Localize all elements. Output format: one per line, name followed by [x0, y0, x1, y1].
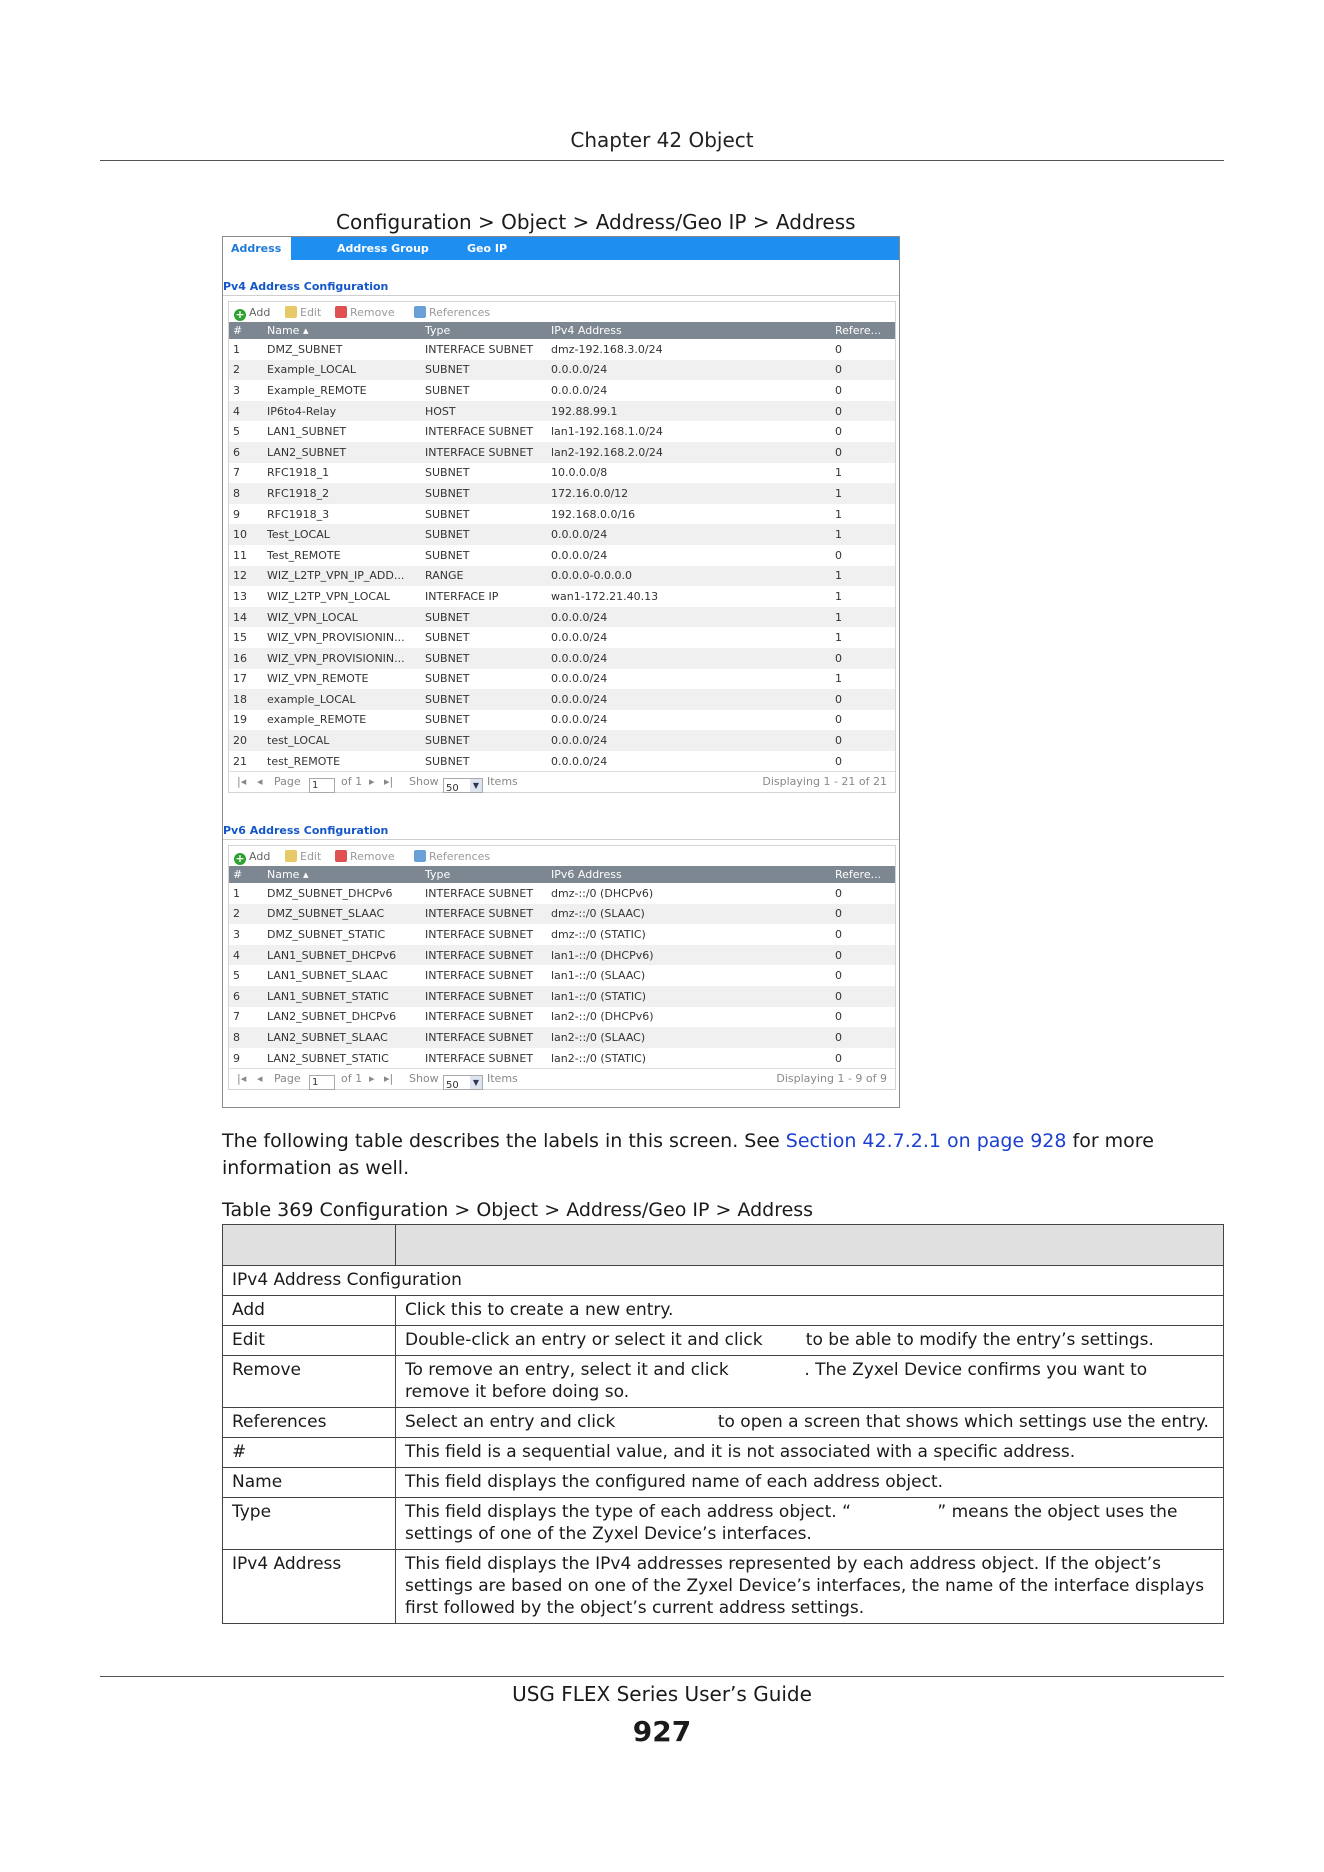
- table-row[interactable]: [229, 627, 895, 648]
- ipv6-displaying: Displaying 1 - 9 of 9: [776, 1072, 887, 1086]
- table-cell: 19: [233, 713, 247, 727]
- table-cell: DMZ_SUBNET_DHCPv6: [267, 886, 393, 900]
- table-cell: 8: [229, 1027, 263, 1048]
- table-cell: RFC1918_3: [267, 507, 330, 521]
- table-cell: 11: [233, 548, 247, 562]
- remove-label: Remove: [350, 850, 395, 863]
- table-cell: INTERFACE SUBNET: [425, 886, 534, 900]
- column-header[interactable]: #: [229, 322, 263, 339]
- next-page-icon[interactable]: ▸: [369, 1072, 375, 1086]
- table-cell: 1: [835, 672, 842, 686]
- desc-row: [223, 1356, 1224, 1408]
- para-text-after: for more information as well.: [222, 1130, 1154, 1179]
- table-cell: LAN2_SUBNET_DHCPv6: [267, 1010, 397, 1024]
- table-cell: INTERFACE SUBNET: [421, 442, 547, 463]
- table-cell: 10.0.0.0/8: [551, 466, 608, 480]
- table-cell: INTERFACE SUBNET: [425, 969, 534, 983]
- desc-row: [223, 1408, 1224, 1438]
- table-cell: example_REMOTE: [267, 713, 367, 727]
- table-row[interactable]: [229, 1048, 895, 1069]
- ipv4-edit-button[interactable]: [285, 306, 321, 319]
- table-cell: 1: [835, 631, 842, 645]
- table-cell: 0: [831, 730, 895, 751]
- table-cell: lan1-::/0 (STATIC): [547, 986, 831, 1007]
- table-cell: 0: [831, 442, 895, 463]
- table-cell: INTERFACE SUBNET: [425, 1010, 534, 1024]
- desc-row: [223, 1326, 1224, 1356]
- desc-header-text-cell: [396, 1225, 1224, 1266]
- page-label: Page: [274, 1072, 301, 1086]
- ipv4-panel: [228, 301, 896, 793]
- desc-text-cell: This field is a sequential value, and it is not associated with a specific address.: [396, 1438, 1224, 1468]
- table-cell: 1: [233, 342, 240, 356]
- table-cell: 0.0.0.0/24: [547, 360, 831, 381]
- table-row[interactable]: [229, 483, 895, 504]
- table-cell: 7: [233, 1010, 240, 1024]
- table-cell: 7: [233, 466, 240, 480]
- edit-icon: [285, 850, 297, 862]
- table-cell: SUBNET: [421, 730, 547, 751]
- table-row[interactable]: [229, 380, 895, 401]
- table-row[interactable]: [229, 945, 895, 966]
- tab-address[interactable]: Address: [223, 237, 291, 261]
- table-cell: DMZ_SUBNET_STATIC: [267, 927, 386, 941]
- page-count: of 1: [341, 1072, 363, 1086]
- table-cell: 18: [229, 689, 263, 710]
- table-cell: 9: [233, 507, 240, 521]
- desc-text-cell: To remove an entry, select it and click . The Zyxel Device confirms you want to remove it before doing so.: [396, 1356, 1224, 1408]
- table-row[interactable]: [229, 648, 895, 669]
- table-row[interactable]: [229, 339, 895, 360]
- table-row[interactable]: [229, 883, 895, 904]
- table-row[interactable]: [229, 607, 895, 628]
- table-row[interactable]: [229, 1027, 895, 1048]
- table-row[interactable]: [229, 504, 895, 525]
- table-cell: 0: [831, 401, 895, 422]
- table-cell: SUBNET: [425, 383, 470, 397]
- table-cell: 0.0.0.0/24: [551, 672, 608, 686]
- table-row[interactable]: [229, 442, 895, 463]
- table-cell: SUBNET: [421, 483, 547, 504]
- table-cell: 0.0.0.0/24: [547, 730, 831, 751]
- table-cell: DMZ_SUBNET: [267, 342, 343, 356]
- table-cell: 1: [835, 507, 842, 521]
- desc-label-cell: Add: [223, 1296, 396, 1326]
- ipv6-pager: [229, 1068, 895, 1092]
- table-cell: dmz-::/0 (SLAAC): [547, 904, 831, 925]
- table-row[interactable]: [229, 463, 895, 484]
- trash-icon: [335, 306, 347, 318]
- ipv4-pager: [229, 771, 895, 795]
- table-cell: LAN1_SUBNET_DHCPv6: [263, 945, 421, 966]
- ipv6-add-button[interactable]: [234, 850, 270, 865]
- desc-row: [223, 1550, 1224, 1624]
- table-cell: Example_REMOTE: [267, 383, 367, 397]
- desc-label-cell: Edit: [223, 1326, 396, 1356]
- table-cell: INTERFACE IP: [425, 589, 499, 603]
- table-cell: 0: [831, 986, 895, 1007]
- references-label: References: [429, 850, 491, 863]
- table-cell: example_LOCAL: [263, 689, 421, 710]
- table-cell: SUBNET: [421, 524, 547, 545]
- table-cell: INTERFACE SUBNET: [425, 425, 534, 439]
- edit-label: Edit: [300, 306, 322, 319]
- add-icon: +: [235, 308, 245, 321]
- column-header[interactable]: Type: [421, 866, 547, 883]
- table-cell: lan2-::/0 (SLAAC): [547, 1027, 831, 1048]
- ipv6-table: [229, 866, 895, 1068]
- table-cell: INTERFACE SUBNET: [425, 927, 534, 941]
- table-cell: 0: [831, 360, 895, 381]
- chapter-title: Chapter 42 Object: [570, 128, 754, 152]
- desc-text-cell: This field displays the type of each address object. “ ” means the object uses the settings of one of the Zyxel Device’s interfaces.: [396, 1498, 1224, 1550]
- table-cell: lan2-::/0 (STATIC): [551, 1051, 647, 1065]
- table-cell: 1: [831, 483, 895, 504]
- table-cell: 20: [229, 730, 263, 751]
- desc-row: [223, 1498, 1224, 1550]
- column-header[interactable]: Name ▴: [263, 322, 421, 339]
- table-row[interactable]: [229, 360, 895, 381]
- show-label: Show: [409, 775, 439, 789]
- table-cell: test_REMOTE: [267, 754, 341, 768]
- references-label: References: [429, 306, 491, 319]
- table-cell: LAN2_SUBNET_SLAAC: [263, 1027, 421, 1048]
- table-cell: wan1-172.21.40.13: [551, 589, 659, 603]
- figure-caption: Configuration > Object > Address/Geo IP > Address: [336, 210, 856, 234]
- table-cell: LAN1_SUBNET_STATIC: [263, 986, 421, 1007]
- add-label: Add: [249, 306, 271, 319]
- table-cell: 0.0.0.0/24: [547, 524, 831, 545]
- table-cell: INTERFACE SUBNET: [421, 1027, 547, 1048]
- table-row[interactable]: [229, 421, 895, 442]
- last-page-icon[interactable]: ▸|: [384, 1072, 394, 1086]
- table-cell: SUBNET: [425, 466, 470, 480]
- table-cell: Test_REMOTE: [267, 548, 341, 562]
- desc-label-cell: IPv4 Address: [223, 1550, 396, 1624]
- table-cell: RFC1918_2: [263, 483, 421, 504]
- ipv6-references-button[interactable]: [414, 850, 490, 863]
- table-cell: 0: [831, 904, 895, 925]
- table-cell: Test_LOCAL: [263, 524, 421, 545]
- items-label: Items: [487, 775, 518, 789]
- items-per-page-value: 50: [446, 783, 459, 795]
- ipv6-toolbar: [229, 846, 895, 866]
- table-cell: 0: [831, 689, 895, 710]
- edit-icon: [285, 306, 297, 318]
- table-cell: 0.0.0.0/24: [547, 607, 831, 628]
- ipv6-panel: [228, 845, 896, 1090]
- table-cell: SUBNET: [425, 548, 470, 562]
- table-cell: 0: [835, 383, 842, 397]
- ipv4-toolbar: [229, 302, 895, 322]
- table-cell: 0: [835, 754, 842, 768]
- table-cell: SUBNET: [421, 607, 547, 628]
- table-cell: 0: [831, 648, 895, 669]
- table-row[interactable]: [229, 669, 895, 690]
- prev-page-icon[interactable]: ◂: [257, 1072, 263, 1086]
- table-cell: dmz-192.168.3.0/24: [551, 342, 663, 356]
- ipv6-section-divider: [223, 839, 899, 840]
- last-page-icon[interactable]: ▸|: [384, 775, 394, 789]
- next-page-icon[interactable]: ▸: [369, 775, 375, 789]
- desc-row: [223, 1296, 1224, 1326]
- table-caption: Table 369 Configuration > Object > Address/Geo IP > Address: [222, 1199, 814, 1221]
- references-icon: [414, 306, 426, 318]
- edit-label: Edit: [300, 850, 322, 863]
- references-icon: [414, 850, 426, 862]
- table-row[interactable]: [229, 1007, 895, 1028]
- trash-icon: [335, 850, 347, 862]
- table-cell: 10: [229, 524, 263, 545]
- first-page-icon[interactable]: |◂: [237, 775, 247, 789]
- table-row[interactable]: [229, 710, 895, 731]
- items-per-page-value: 50: [446, 1080, 459, 1092]
- tab-bar: [223, 237, 899, 260]
- ipv4-section-divider: [223, 295, 899, 296]
- table-cell: WIZ_L2TP_VPN_LOCAL: [267, 589, 390, 603]
- table-row[interactable]: [229, 986, 895, 1007]
- table-cell: 0.0.0.0/24: [551, 754, 608, 768]
- table-row[interactable]: [229, 904, 895, 925]
- desc-section-row: [223, 1266, 1224, 1296]
- table-row[interactable]: [229, 586, 895, 607]
- table-cell: 1: [831, 566, 895, 587]
- table-cell: LAN2_SUBNET: [263, 442, 421, 463]
- ipv6-edit-button[interactable]: [285, 850, 321, 863]
- table-cell: 0.0.0.0/24: [547, 648, 831, 669]
- prev-page-icon[interactable]: ◂: [257, 775, 263, 789]
- chevron-down-icon: ▼: [470, 1076, 482, 1089]
- table-cell: INTERFACE SUBNET: [425, 1051, 534, 1065]
- ipv4-displaying: Displaying 1 - 21 of 21: [762, 775, 887, 789]
- table-cell: 5: [233, 969, 240, 983]
- table-cell: 0: [835, 927, 842, 941]
- table-cell: 172.16.0.0/12: [547, 483, 831, 504]
- first-page-icon[interactable]: |◂: [237, 1072, 247, 1086]
- table-cell: 15: [233, 631, 247, 645]
- table-cell: HOST: [421, 401, 547, 422]
- ipv4-remove-button[interactable]: [335, 306, 395, 319]
- table-cell: 0: [835, 1010, 842, 1024]
- table-row[interactable]: [229, 566, 895, 587]
- table-cell: SUBNET: [425, 672, 470, 686]
- table-cell: WIZ_VPN_PROVISIONIN...: [267, 631, 405, 645]
- table-cell: SUBNET: [421, 689, 547, 710]
- table-cell: DMZ_SUBNET_SLAAC: [263, 904, 421, 925]
- desc-label-cell: Remove: [223, 1356, 396, 1408]
- table-cell: 4: [229, 945, 263, 966]
- address-screenshot: [222, 236, 900, 1108]
- table-cell: 0: [835, 969, 842, 983]
- table-cell: SUBNET: [421, 648, 547, 669]
- page-number-value: 1: [309, 1075, 335, 1090]
- page-count: of 1: [341, 775, 363, 789]
- table-cell: 0.0.0.0/24: [551, 383, 608, 397]
- table-cell: 0: [831, 1027, 895, 1048]
- para-text-before: The following table describes the labels in this screen. See: [222, 1130, 786, 1152]
- table-cell: 0: [835, 713, 842, 727]
- tab-address-group[interactable]: Address Group: [337, 242, 429, 255]
- table-cell: INTERFACE SUBNET: [421, 904, 547, 925]
- description-table: [222, 1224, 1224, 1624]
- table-cell: 1: [831, 607, 895, 628]
- table-cell: 1: [835, 589, 842, 603]
- remove-label: Remove: [350, 306, 395, 319]
- column-header[interactable]: Refere...: [831, 866, 895, 883]
- table-cell: SUBNET: [425, 631, 470, 645]
- table-cell: WIZ_VPN_PROVISIONIN...: [263, 648, 421, 669]
- page-number-value: 1: [309, 778, 335, 793]
- desc-text-cell: Click this to create a new entry.: [396, 1296, 1224, 1326]
- table-row[interactable]: [229, 924, 895, 945]
- show-label: Show: [409, 1072, 439, 1086]
- table-row[interactable]: [229, 730, 895, 751]
- table-cell: 0: [835, 548, 842, 562]
- table-cell: 14: [229, 607, 263, 628]
- table-cell: LAN1_SUBNET_SLAAC: [267, 969, 388, 983]
- table-cell: 0.0.0.0/24: [547, 689, 831, 710]
- table-cell: test_LOCAL: [263, 730, 421, 751]
- table-cell: 1: [831, 524, 895, 545]
- ipv4-table: [229, 322, 895, 771]
- footer-title: USG FLEX Series User’s Guide: [512, 1682, 812, 1706]
- column-header[interactable]: IPv4 Address: [547, 322, 831, 339]
- table-cell: 8: [229, 483, 263, 504]
- table-row[interactable]: [229, 401, 895, 422]
- ipv4-references-button[interactable]: [414, 306, 490, 319]
- desc-text-cell: Select an entry and click to open a screen that shows which settings use the entry.: [396, 1408, 1224, 1438]
- table-cell: 6: [229, 442, 263, 463]
- section-link[interactable]: Section 42.7.2.1 on page 928: [785, 1130, 1067, 1152]
- table-cell: 4: [229, 401, 263, 422]
- column-header[interactable]: Type: [421, 322, 547, 339]
- table-cell: dmz-::/0 (DHCPv6): [551, 886, 654, 900]
- table-cell: lan1-::/0 (SLAAC): [551, 969, 646, 983]
- table-cell: dmz-::/0 (STATIC): [551, 927, 646, 941]
- ipv4-add-button[interactable]: [234, 306, 270, 321]
- page-label: Page: [274, 775, 301, 789]
- table-cell: 9: [233, 1051, 240, 1065]
- desc-label-cell: Name: [223, 1468, 396, 1498]
- ipv6-remove-button[interactable]: [335, 850, 395, 863]
- table-cell: 192.168.0.0/16: [551, 507, 636, 521]
- table-cell: 3: [233, 383, 240, 397]
- column-header[interactable]: Name ▴: [263, 866, 421, 883]
- table-cell: 12: [229, 566, 263, 587]
- desc-section-cell: IPv4 Address Configuration: [223, 1266, 1224, 1296]
- desc-row: [223, 1468, 1224, 1498]
- table-cell: 3: [233, 927, 240, 941]
- add-icon: +: [235, 852, 245, 865]
- table-cell: INTERFACE SUBNET: [425, 342, 534, 356]
- table-cell: 0: [835, 342, 842, 356]
- column-header[interactable]: IPv6 Address: [547, 866, 831, 883]
- table-cell: lan2-::/0 (DHCPv6): [551, 1010, 654, 1024]
- table-cell: 0: [831, 945, 895, 966]
- table-cell: LAN1_SUBNET: [267, 425, 347, 439]
- desc-label-cell: References: [223, 1408, 396, 1438]
- table-cell: 13: [233, 589, 247, 603]
- table-cell: lan2-192.168.2.0/24: [547, 442, 831, 463]
- table-cell: lan1-::/0 (DHCPv6): [547, 945, 831, 966]
- table-cell: 0: [835, 886, 842, 900]
- ipv4-section-title: Pv4 Address Configuration: [223, 280, 389, 293]
- table-row[interactable]: [229, 524, 895, 545]
- table-cell: RANGE: [421, 566, 547, 587]
- desc-label-cell: #: [223, 1438, 396, 1468]
- desc-header-label-cell: [223, 1225, 396, 1266]
- table-cell: 2: [229, 904, 263, 925]
- desc-header-row: [223, 1225, 1224, 1266]
- column-header[interactable]: Refere...: [831, 322, 895, 339]
- ipv6-section-title: Pv6 Address Configuration: [223, 824, 389, 837]
- table-cell: 2: [229, 360, 263, 381]
- add-label: Add: [249, 850, 271, 863]
- items-label: Items: [487, 1072, 518, 1086]
- table-cell: 0: [835, 425, 842, 439]
- table-cell: INTERFACE SUBNET: [421, 986, 547, 1007]
- table-cell: WIZ_VPN_REMOTE: [267, 672, 369, 686]
- header-rule: [100, 160, 1224, 161]
- table-cell: INTERFACE SUBNET: [421, 945, 547, 966]
- table-cell: LAN2_SUBNET_STATIC: [267, 1051, 389, 1065]
- table-cell: 0.0.0.0/24: [551, 548, 608, 562]
- tab-geo-ip[interactable]: Geo IP: [467, 242, 508, 255]
- table-cell: SUBNET: [421, 360, 547, 381]
- table-cell: SUBNET: [425, 507, 470, 521]
- table-cell: RFC1918_1: [267, 466, 330, 480]
- table-cell: 17: [233, 672, 247, 686]
- desc-text-cell: This field displays the IPv4 addresses represented by each address object. If the object’s settings are based on one of the Zyxel Device’s interfaces, the name of the interface displays first followed by the object’s current address settings.: [396, 1550, 1224, 1624]
- column-header[interactable]: #: [229, 866, 263, 883]
- table-cell: 1: [835, 466, 842, 480]
- table-cell: SUBNET: [425, 713, 470, 727]
- table-cell: WIZ_L2TP_VPN_IP_ADD...: [263, 566, 421, 587]
- table-row[interactable]: [229, 545, 895, 566]
- desc-label-cell: Type: [223, 1498, 396, 1550]
- table-cell: 0.0.0.0/24: [551, 713, 608, 727]
- table-cell: 21: [233, 754, 247, 768]
- table-row[interactable]: [229, 689, 895, 710]
- table-row[interactable]: [229, 751, 895, 772]
- table-cell: Example_LOCAL: [263, 360, 421, 381]
- table-cell: 16: [229, 648, 263, 669]
- table-cell: 192.88.99.1: [547, 401, 831, 422]
- table-cell: SUBNET: [425, 754, 470, 768]
- table-cell: 6: [229, 986, 263, 1007]
- table-cell: 0.0.0.0/24: [551, 631, 608, 645]
- table-cell: 0: [835, 1051, 842, 1065]
- table-row[interactable]: [229, 965, 895, 986]
- chevron-down-icon: ▼: [470, 779, 482, 792]
- table-cell: 1: [233, 886, 240, 900]
- table-cell: WIZ_VPN_LOCAL: [263, 607, 421, 628]
- table-cell: lan1-192.168.1.0/24: [551, 425, 663, 439]
- table-cell: 5: [233, 425, 240, 439]
- desc-text-cell: This field displays the configured name of each address object.: [396, 1468, 1224, 1498]
- page-number: 927: [632, 1715, 692, 1748]
- table-cell: IP6to4-Relay: [263, 401, 421, 422]
- footer-rule: [100, 1676, 1224, 1677]
- desc-text-cell: Double-click an entry or select it and click to be able to modify the entry’s settings.: [396, 1326, 1224, 1356]
- table-cell: 0.0.0.0-0.0.0.0: [547, 566, 831, 587]
- intro-paragraph: [222, 1128, 1222, 1182]
- desc-row: [223, 1438, 1224, 1468]
